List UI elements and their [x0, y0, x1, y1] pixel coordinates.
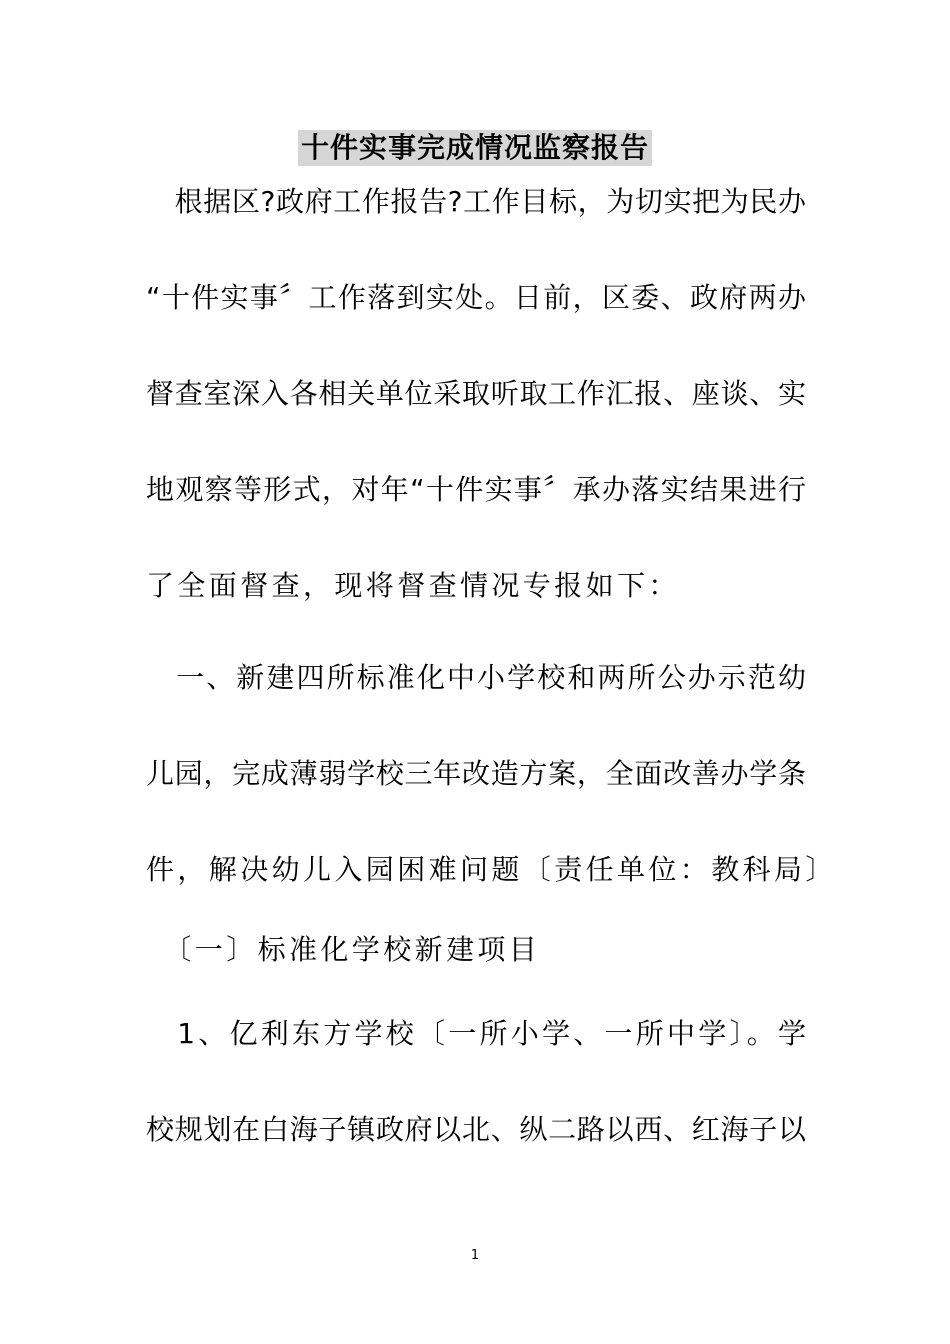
body-line-11: 校规划在白海子镇政府以北、纵二路以西、红海子以 [146, 1113, 806, 1146]
page-number: 1 [470, 1248, 480, 1263]
document-title: 十件实事完成情况监察报告 [298, 130, 652, 166]
body-line-4: 地观察等形式，对年“十件实事〞承办落实结果进行 [146, 473, 806, 506]
title-container [0, 130, 950, 166]
body-line-2: “十件实事〞工作落到实处。日前，区委、政府两办 [146, 281, 806, 314]
body-line-10: 1、亿利东方学校〔一所小学、一所中学〕。学 [146, 1017, 806, 1050]
body-line-7: 儿园，完成薄弱学校三年改造方案，全面改善办学条 [146, 757, 806, 790]
body-line-8: 件，解决幼儿入园困难问题〔责任单位：教科局〕 [146, 853, 837, 886]
body-line-1: 根据区?政府工作报告?工作目标，为切实把为民办 [146, 185, 806, 218]
body-line-5: 了全面督查，现将督查情况专报如下： [146, 569, 680, 602]
body-line-3: 督查室深入各相关单位采取听取工作汇报、座谈、实 [146, 377, 806, 410]
body-line-9: 〔一〕标准化学校新建项目 [146, 933, 541, 966]
body-line-6: 一、新建四所标准化中小学校和两所公办示范幼 [146, 661, 806, 694]
